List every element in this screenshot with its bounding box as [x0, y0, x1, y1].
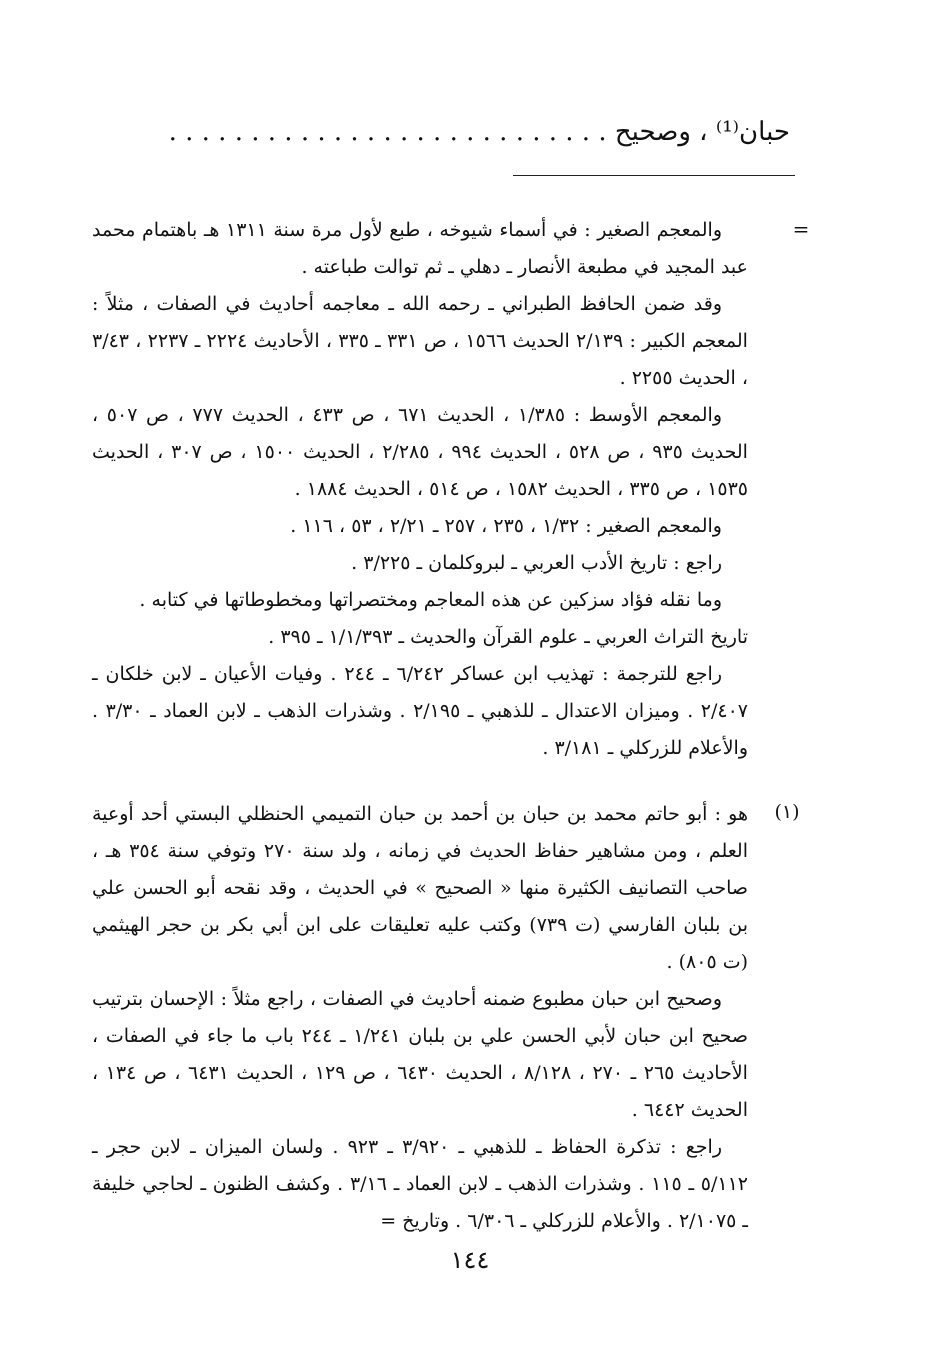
paragraph: وصحيح ابن حبان مطبوع ضمنه أحاديث في الصفات ، راجع مثلاً : الإحسان بترتيب صحيح ابن حبان لأبي الحسن علي بن بلبان ١/٢٤١ ـ ٢٤٤ باب ما جاء في الصفات ، الأحاديث ٢٦٥ ـ ٢٧٠ ، ٨/١٢٨ ، الحديث ٦٤٣٠ ، ص ١٢٩ ، الحديث ٦٤٣١ ، ص ١٣٤ ، الحديث ٦٤٤٢ .	[92, 988, 748, 1121]
continuation-mark: =	[792, 217, 810, 241]
paragraph: تاريخ التراث العربي ـ علوم القرآن والحديث ـ ١/١/٣٩٣ ـ ٣٩٥ .	[268, 626, 748, 648]
paragraph: وما نقله فؤاد سزكين عن هذه المعاجم ومختصراتها ومخطوطاتها في كتابه .	[139, 589, 722, 611]
paragraph: والمعجم الصغير : ١/٣٢ ، ٢٣٥ ، ٢٥٧ ـ ٢/٢١ ، ٥٣ ، ١١٦ .	[290, 515, 722, 537]
paragraph: وقد ضمن الحافظ الطبراني ـ رحمه الله ـ معاجمه أحاديث في الصفات ، مثلاً : المعجم الكبير : ٢/١٣٩ الحديث ١٥٦٦ ، ص ٣٣١ ـ ٣٣٥ ، الأحاديث ٢٢٢٤ ـ ٢٢٣٧ ، ٣/٤٣ ، الحديث ٢٢٥٥ .	[92, 293, 748, 389]
paragraph: والمعجم الأوسط : ١/٣٨٥ ، الحديث ٦٧١ ، ص ٤٣٣ ، الحديث ٧٧٧ ، ص ٥٠٧ ، الحديث ٩٣٥ ، ص ٥٢٨ ، الحديث ٩٩٤ ، ٢/٢٨٥ ، الحديث ١٥٠٠ ، ص ٣٠٧ ، الحديث ١٥٣٥ ، ص ٣٣٥ ، الحديث ١٥٨٢ ، ص ٥١٤ ، الحديث ١٨٨٤ .	[92, 404, 748, 500]
paragraph: راجع : تذكرة الحفاظ ـ للذهبي ـ ٣/٩٢٠ ـ ٩٢٣ . ولسان الميزان ـ لابن حجر ـ ٥/١١٢ ـ ١١٥ . وشذرات الذهب ـ لابن العماد ـ ٣/١٦ . وكشف الظنون ـ لحاجي خليفة ـ ٢/١٠٧٥ . والأعلام للزركلي ـ ٦/٣٠٦ . وتاريخ =	[92, 1136, 748, 1232]
footnote-marker: (١)	[774, 801, 800, 823]
paragraph: راجع : تاريخ الأدب العربي ـ لبروكلمان ـ ٣/٢٢٥ .	[351, 552, 722, 574]
paragraph: والمعجم الصغير : في أسماء شيوخه ، طبع لأول مرة سنة ١٣١١ هـ باهتمام محمد عبد المجيد في مطبعة الأنصار ـ دهلي ـ ثم توالت طباعته .	[92, 219, 748, 278]
page-number: ١٤٤	[450, 1246, 490, 1274]
paragraph: راجع للترجمة : تهذيب ابن عساكر ٦/٢٤٢ ـ ٢٤٤ . وفيات الأعيان ـ لابن خلكان ـ ٢/٤٠٧ . وميزان الاعتدال ـ للذهبي ـ ٢/١٩٥ . وشذرات الذهب ـ لابن العماد ـ ٣/٣٠ . والأعلام للزركلي ـ ٣/١٨١ .	[92, 663, 748, 759]
running-header: حبان⁽¹⁾ ، وصحيح . . . . . . . . . . . . . . . . . . . . . . . . . . .	[168, 117, 790, 147]
paragraph: هو : أبو حاتم محمد بن حبان بن أحمد بن حبان التميمي الحنظلي البستي أحد أوعية العلم ، ومن مشاهير حفاظ الحديث في زمانه ، ولد سنة ٢٧٠ وتوفي سنة ٣٥٤ هـ ، صاحب التصانيف الكثيرة منها « الصحيح » في الحديث ، وقد نقحه أبو الحسن علي بن بلبان الفارسي (ت ٧٣٩) وكتب عليه تعليقات على ابن أبي بكر بن حجر الهيثمي (ت ٨٠٥) .	[92, 803, 748, 973]
footnote-continuation	[92, 212, 748, 767]
footnote-1	[92, 796, 748, 1240]
header-rule	[513, 175, 795, 176]
